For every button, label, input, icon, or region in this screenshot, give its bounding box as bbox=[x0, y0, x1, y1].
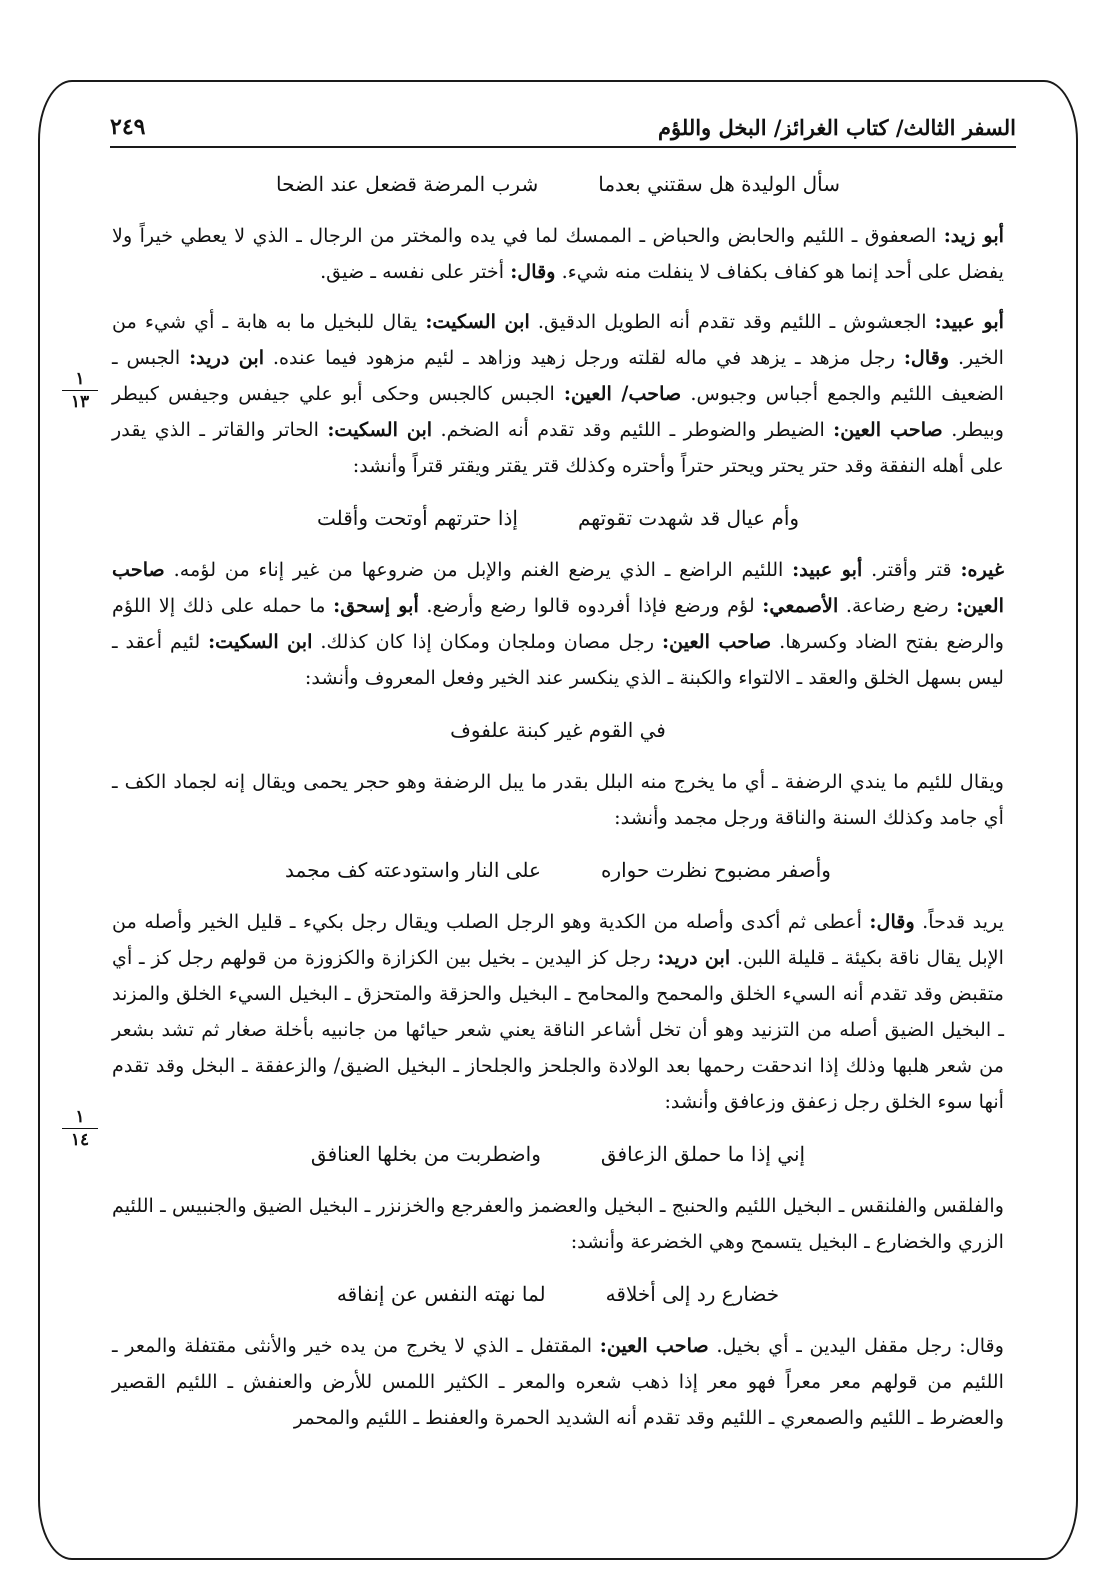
prose-text: المقتفل ـ الذي لا يخرج من يده خير والأنثى مقتفلة والمعر ـ اللئيم من قولهم معر معراً فهو معر إذا ذهب شعره والمعر ـ الكثير اللمس للأرض والعنفش ـ اللئيم القصير والعضرط ـ اللئيم والصمعري ـ اللئيم وقد تقدم أنه الشديد الحمرة والعفنط ـ اللئيم والمحمر bbox=[112, 1334, 1004, 1429]
cited-authority: صاحب/ العين: bbox=[563, 382, 682, 405]
poem-verse bbox=[112, 1134, 1004, 1174]
running-header bbox=[110, 96, 1016, 148]
prose-text: ما حمله على ذلك إلا اللؤم والرضع بفتح الضاد وكسرها. bbox=[112, 594, 1005, 653]
verse-first-hemistich: وأم عيال قد شهدت تقوتهم bbox=[577, 506, 800, 530]
running-title: السفر الثالث/ كتاب الغرائز/ البخل واللؤم bbox=[658, 115, 1016, 140]
prose-text: رجل مصان وملجان ومكان إذا كان كذلك. bbox=[312, 630, 663, 653]
poem-verse bbox=[112, 164, 1004, 204]
prose-text: الجبس كالجبس وحكى أبو علي جيفس وجيفس كبيطر وبيطر. bbox=[112, 382, 1005, 441]
prose-text: وقال: رجل مقفل اليدين ـ أي بخيل. bbox=[708, 1334, 1004, 1357]
prose-text: لئيم أعقد ـ ليس بسهل الخلق والعقد ـ الالتواء والكبنة ـ الذي ينكسر عند الخير وفعل المعروف وأنشد: bbox=[112, 630, 1004, 689]
poem-verse bbox=[112, 850, 1004, 890]
cited-authority: ابن دريد: bbox=[657, 946, 731, 969]
verse-first-hemistich: في القوم غير كبنة علفوف bbox=[450, 718, 666, 742]
poem-verse bbox=[112, 498, 1004, 538]
prose-text: أعطى ثم أكدى وأصله من الكدية وهو الرجل الصلب ويقال رجل بكيء ـ قليل الخير وأصله من الإبل يقال ناقة بكيئة ـ قليلة اللبن. bbox=[112, 910, 1005, 969]
margin-note-denominator: ١٤ bbox=[70, 1130, 90, 1150]
margin-note-numerator: ١ bbox=[62, 370, 98, 391]
verse-first-hemistich: إني إذا ما حملق الزعافق bbox=[600, 1142, 806, 1166]
margin-folio-note bbox=[62, 1108, 98, 1149]
cited-authority: ابن دريد: bbox=[189, 346, 265, 369]
prose-paragraph bbox=[112, 1188, 1004, 1260]
prose-paragraph bbox=[112, 304, 1004, 484]
prose-text: الضيطر والضوطر ـ اللئيم وقد تقدم أنه الضخم. bbox=[432, 418, 834, 441]
main-text bbox=[112, 160, 1004, 1450]
prose-text: الصعفوق ـ اللئيم والحابض والحباض ـ الممسك لما في يده والمختر من الرجال ـ الذي لا يعطي خيراً ولا يفضل على أحد إنما هو كفاف بكفاف لا ينفلت منه شيء. bbox=[112, 224, 1004, 283]
verse-second-hemistich: على النار واستودعته كف مجمد bbox=[285, 858, 541, 882]
prose-text: الجعشوش ـ اللئيم وقد تقدم أنه الطويل الدقيق. bbox=[529, 310, 935, 333]
verse-first-hemistich: خضارع رد إلى أخلاقه bbox=[605, 1282, 780, 1306]
prose-paragraph bbox=[112, 904, 1004, 1120]
prose-text: يقال للبخيل ما به هابة ـ أي شيء من الخير. bbox=[112, 310, 1004, 369]
prose-paragraph bbox=[112, 552, 1004, 696]
cited-authority: أبو إسحق: bbox=[333, 594, 419, 617]
poem-verse bbox=[112, 710, 1004, 750]
prose-text: الحاتر والقاتر ـ الذي يقدر على أهله النفقة وقد حتر يحتر ويحتر حتراً وأحتره وكذلك قتر يقتر ويقتر قتراً وأنشد: bbox=[112, 418, 1004, 477]
prose-text: الجبس ـ الضعيف اللئيم والجمع أجباس وجبوس. bbox=[112, 346, 1004, 405]
verse-second-hemistich: إذا حترتهم أوتحت وأقلت bbox=[316, 506, 518, 530]
poem-verse bbox=[112, 1274, 1004, 1314]
prose-paragraph bbox=[112, 1328, 1004, 1436]
prose-text: يريد قدحاً. bbox=[914, 910, 1004, 933]
cited-authority: ابن السكيت: bbox=[425, 310, 530, 333]
cited-authority: ابن السكيت: bbox=[327, 418, 433, 441]
margin-note-denominator: ١٣ bbox=[70, 392, 90, 412]
prose-paragraph bbox=[112, 218, 1004, 290]
cited-authority: أبو عبيد: bbox=[792, 558, 863, 581]
cited-authority: صاحب العين: bbox=[833, 418, 943, 441]
prose-text: ويقال للئيم ما يندي الرضفة ـ أي ما يخرج منه البلل بقدر ما يبل الرضفة وهو حجر يحمى ويقال إنه لجماد الكف ـ أي جامد وكذلك السنة والناقة ورجل مجمد وأنشد: bbox=[112, 770, 1004, 829]
verse-first-hemistich: وأصفر مضبوح نظرت حواره bbox=[600, 858, 831, 882]
margin-folio-note bbox=[62, 370, 98, 411]
verse-second-hemistich: لما نهته النفس عن إنفاقه bbox=[336, 1282, 546, 1306]
margin-note-numerator: ١ bbox=[62, 1108, 98, 1129]
cited-authority: الأصمعي: bbox=[762, 594, 839, 617]
cited-authority: وقال: bbox=[510, 260, 556, 283]
cited-authority: أبو زيد: bbox=[943, 224, 1004, 247]
cited-authority: صاحب العين: bbox=[112, 558, 1004, 617]
prose-text: والفلقس والفلنقس ـ البخيل اللئيم والحنبج ـ البخيل والعضمز والعفرجع والخزنزر ـ البخيل الضيق والجنبيس ـ اللئيم الزري والخضارع ـ البخيل يتسمح وهي الخضرعة وأنشد: bbox=[112, 1194, 1004, 1253]
prose-paragraph bbox=[112, 764, 1004, 836]
cited-authority: أبو عبيد: bbox=[934, 310, 1004, 333]
prose-text: اللئيم الراضع ـ الذي يرضع الغنم والإبل من ضروعها من غير إناء من لؤمه. bbox=[164, 558, 793, 581]
prose-text: قتر وأقتر. bbox=[862, 558, 961, 581]
cited-authority: وقال: bbox=[903, 346, 950, 369]
prose-text: رضع رضاعة. bbox=[838, 594, 957, 617]
prose-text: لؤم ورضع فإذا أفردوه قالوا رضع وأرضع. bbox=[418, 594, 763, 617]
prose-text: رجل مزهد ـ يزهد في ماله لقلته ورجل زهيد وزاهد ـ لئيم مزهود فيما عنده. bbox=[264, 346, 904, 369]
verse-first-hemistich: سأل الوليدة هل سقتني بعدما bbox=[598, 172, 840, 196]
cited-authority: صاحب العين: bbox=[599, 1334, 709, 1357]
verse-second-hemistich: واضطربت من بخلها العنافق bbox=[310, 1142, 541, 1166]
cited-authority: وقال: bbox=[869, 910, 915, 933]
cited-authority: غيره: bbox=[960, 558, 1004, 581]
prose-text: أختر على نفسه ـ ضيق. bbox=[320, 260, 511, 283]
cited-authority: صاحب العين: bbox=[662, 630, 772, 653]
prose-text: رجل كز اليدين ـ بخيل بين الكزازة والكزوزة من قولهم رجل كز ـ أي متقبض وقد تقدم أنه السيء الخلق والمحمح والمحامح ـ البخيل والحزقة والمتحزق ـ البخيل السيء الخلق والمزند ـ البخيل الضيق أصله من التزنيد وهو أن تخل أشاعر الناقة يعني شعر حيائها من جانبيه بأخلة صغار ثم تشد بشعر من شعر هلبها وذلك إذا اندحقت رحمها بعد الولادة والجلحز والجلحاز ـ البخيل الضيق/ والزعفقة ـ البخل وقد تقدم أنها سوء الخلق رجل زعفق وزعافق وأنشد: bbox=[112, 946, 1004, 1113]
verse-second-hemistich: شرب المرضة قضعل عند الضحا bbox=[276, 172, 539, 196]
cited-authority: ابن السكيت: bbox=[208, 630, 313, 653]
page-number: ٢٤٩ bbox=[110, 114, 146, 140]
